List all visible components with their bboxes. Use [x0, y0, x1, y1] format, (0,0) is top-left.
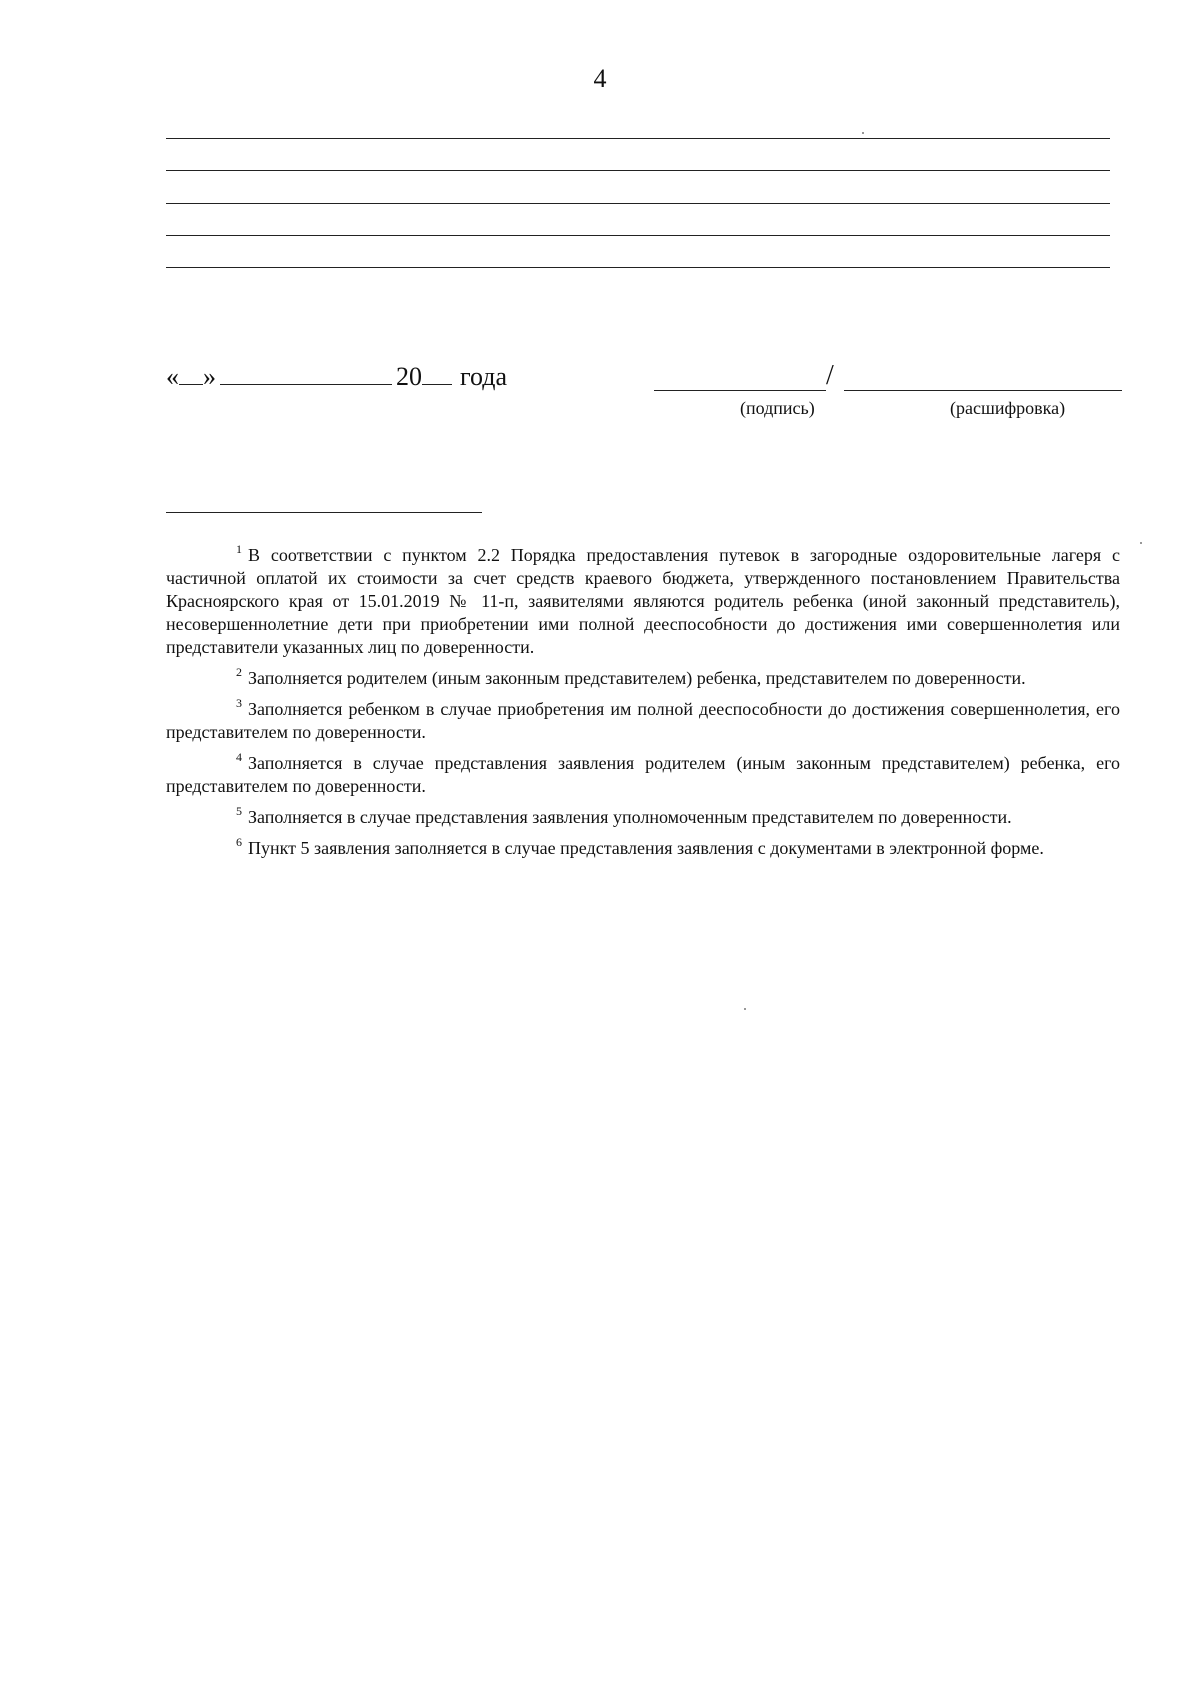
date-row [166, 362, 507, 392]
footnote-number: 6 [236, 835, 242, 849]
footnote-text: Заполняется родителем (иным законным представителем) ребенка, представителем по доверенности. [248, 668, 1026, 688]
month-blank[interactable] [220, 364, 392, 385]
footnote-text: Заполняется в случае представления заявления уполномоченным представителем по доверенности. [248, 807, 1012, 827]
scan-speck [744, 1008, 746, 1010]
footnote-6 [166, 831, 1120, 860]
footnote-number: 2 [236, 665, 242, 679]
decoding-caption: (расшифровка) [950, 398, 1066, 418]
fill-line[interactable] [166, 267, 1110, 268]
scan-speck [1140, 542, 1142, 544]
footnote-text: Пункт 5 заявления заполняется в случае представления заявления с документами в электронной форме. [248, 838, 1044, 858]
year-suffix: года [460, 362, 508, 391]
footnote-1 [166, 538, 1120, 659]
decoding-blank[interactable] [844, 390, 1122, 391]
year-prefix: 20 [396, 362, 422, 391]
footnote-text: Заполняется ребенком в случае приобретения им полной дееспособности до достижения совершеннолетия, его представителем по доверенности. [166, 699, 1120, 742]
day-blank[interactable] [179, 364, 203, 385]
fill-line[interactable] [166, 138, 1110, 139]
footnote-2 [166, 661, 1120, 690]
footnote-text: В соответствии с пунктом 2.2 Порядка предоставления путевок в загородные оздоровительные лагеря с частичной оплатой их стоимости за счет средств краевого бюджета, утвержденного постановлением Правительства Красноярского края от 15.01.2019 № 11-п, заявителями являются родитель ребенка (иной законный представитель), несовершеннолетние дети при приобретении ими полной дееспособности до достижения ими совершеннолетия или представители указанных лиц по доверенности. [166, 545, 1120, 657]
footnote-3 [166, 692, 1120, 744]
footnote-number: 1 [236, 542, 242, 556]
footnote-separator [166, 512, 482, 513]
signature-blank[interactable] [654, 390, 826, 391]
footnote-5 [166, 800, 1120, 829]
year-blank[interactable] [422, 364, 452, 385]
fill-line[interactable] [166, 203, 1110, 204]
footnote-number: 3 [236, 696, 242, 710]
page-number: 4 [593, 64, 607, 93]
fill-line[interactable] [166, 170, 1110, 171]
footnotes [166, 538, 1120, 862]
footnote-text: Заполняется в случае представления заявления родителем (иным законным представителем) ребенка, его представителем по доверенности. [166, 753, 1120, 796]
fill-line[interactable] [166, 235, 1110, 236]
date-close-quote: » [203, 362, 216, 391]
footnote-number: 4 [236, 750, 242, 764]
signature-slash: / [826, 360, 834, 391]
signature-caption: (подпись) [740, 398, 815, 418]
date-open-quote: « [166, 362, 179, 391]
scan-speck [862, 132, 864, 134]
footnote-number: 5 [236, 804, 242, 818]
signature-row [654, 360, 1122, 396]
footnote-4 [166, 746, 1120, 798]
